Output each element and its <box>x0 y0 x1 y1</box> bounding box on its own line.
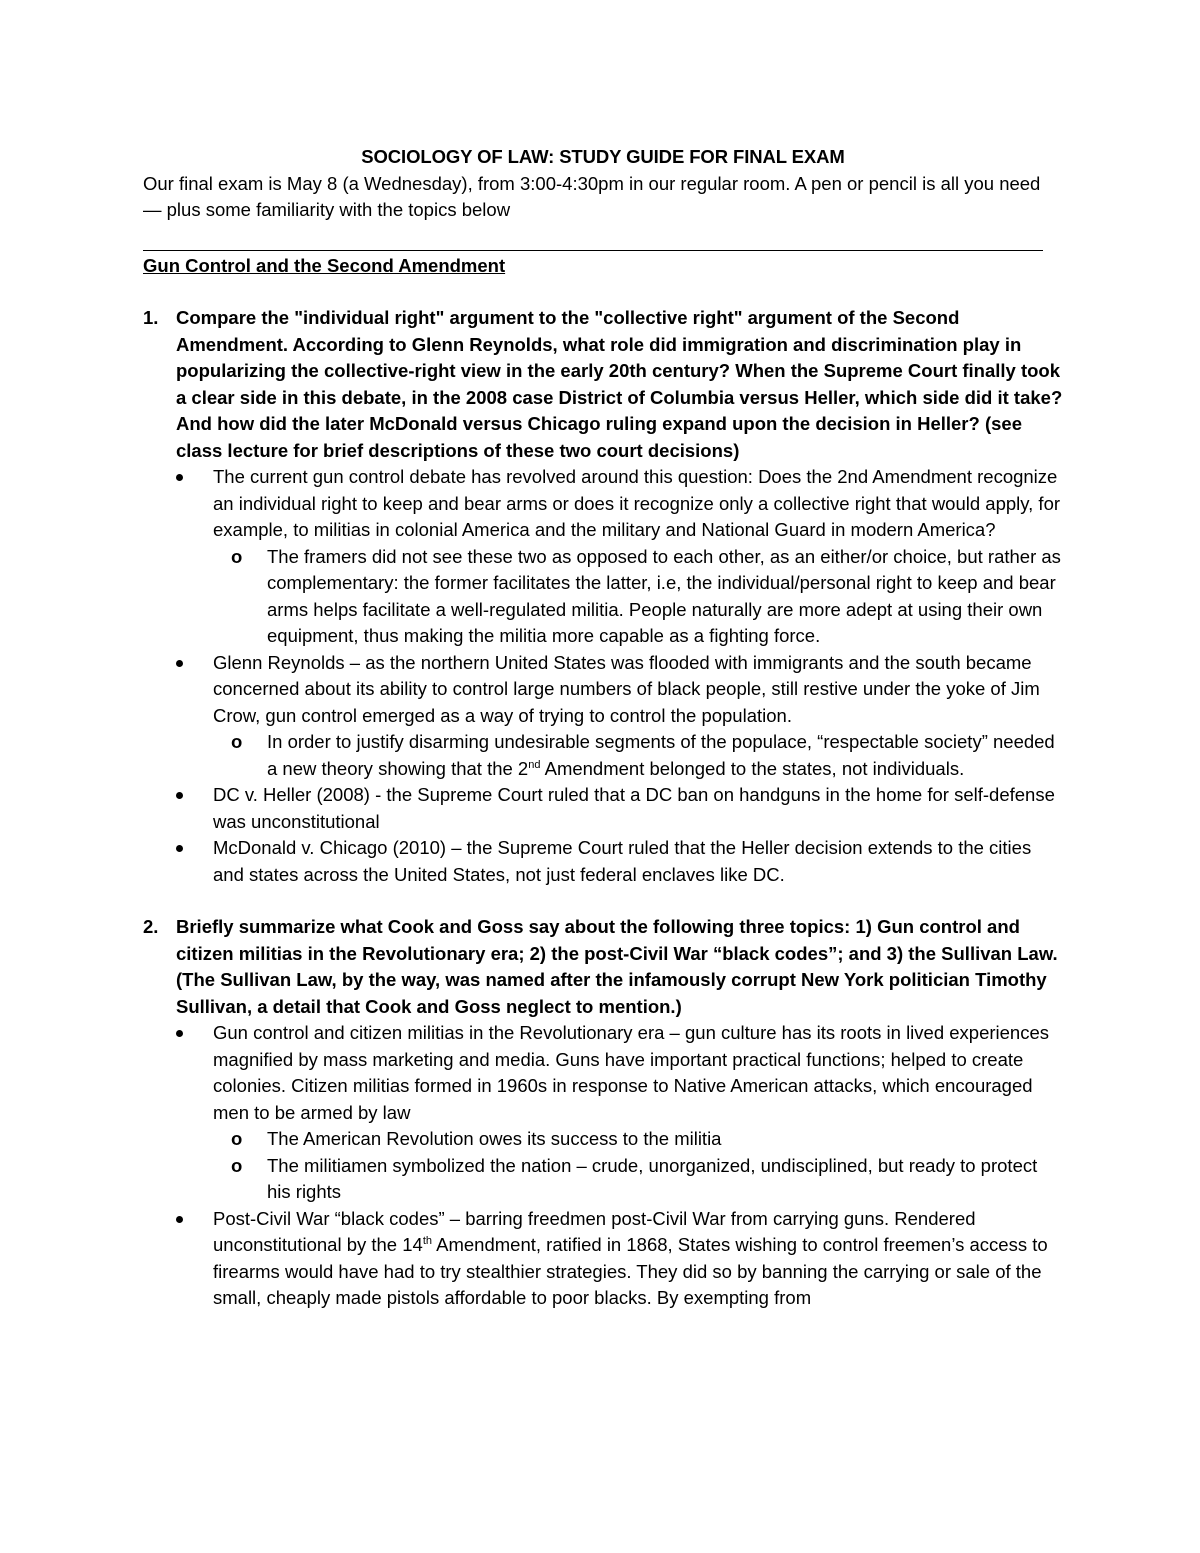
section-heading: Gun Control and the Second Amendment <box>143 254 506 276</box>
sub-bullet-text <box>267 731 1055 779</box>
list-item <box>143 782 1063 835</box>
superscript: th <box>422 1234 433 1247</box>
sub-list-item <box>213 1126 1063 1153</box>
bullet-icon <box>176 660 183 667</box>
sub-bullet-text: The militiamen symbolized the nation – crude, unorganized, undisciplined, but ready to protect his rights <box>267 1154 1038 1202</box>
list-item <box>143 464 1063 650</box>
question-1 <box>143 305 1063 464</box>
sub-list <box>213 729 1063 782</box>
sub-list <box>213 1126 1063 1206</box>
bullet-text: Gun control and citizen militias in the Revolutionary era – gun culture has its roots in lived experiences magnified by mass marketing and media. Guns have important practical functions; helped to create colonies. Citizen militias formed in 1960s in response to Native American attacks, which encouraged men to be armed by law <box>213 1022 1050 1123</box>
sub-bullet-icon: o <box>231 731 243 752</box>
sub-bullet-icon: o <box>231 1128 243 1149</box>
sub-list <box>213 544 1063 650</box>
sub-bullet-text-part: Amendment belonged to the states, not individuals. <box>540 757 965 779</box>
question-2 <box>143 914 1063 1020</box>
horizontal-rule <box>143 250 1043 251</box>
question-1-answers <box>143 464 1063 888</box>
bullet-text-part: Post-Civil War “black codes” – barring freedmen post-Civil War from carrying guns. Rendered unconstitutional by the 14 <box>213 1207 976 1255</box>
list-item <box>143 835 1063 888</box>
sub-list-item <box>213 729 1063 782</box>
question-text: Briefly summarize what Cook and Goss say about the following three topics: 1) Gun control and citizen militias in the Revolutionary era; 2) the post-Civil War “black codes”; and 3) the Sullivan Law. (The Sullivan Law, by the way, was named after the infamously corrupt New York politician Timothy Sullivan, a detail that Cook and Goss neglect to mention.) <box>176 916 1058 1017</box>
bullet-text: The current gun control debate has revolved around this question: Does the 2nd Amendment recognize an individual right to keep and bear arms or does it recognize only a collective right that would apply, for example, to militias in colonial America and the military and National Guard in modern America? <box>213 466 1061 540</box>
list-item <box>143 1020 1063 1206</box>
bullet-icon <box>176 1216 183 1223</box>
document-title: SOCIOLOGY OF LAW: STUDY GUIDE FOR FINAL EXAM <box>361 146 845 167</box>
sub-list-item <box>213 544 1063 650</box>
sub-bullet-text-part: In order to justify disarming undesirable segments of the populace, “respectable society” needed a new theory showing that the 2 <box>267 731 1055 779</box>
bullet-icon <box>176 474 183 481</box>
bullet-icon <box>176 792 183 799</box>
question-number: 2. <box>143 916 159 937</box>
sub-list-item <box>213 1153 1063 1206</box>
intro-paragraph: Our final exam is May 8 (a Wednesday), from 3:00-4:30pm in our regular room. A pen or pencil is all you need — plus some familiarity with the topics below <box>143 172 1041 220</box>
superscript: nd <box>528 758 541 771</box>
sub-bullet-icon: o <box>231 545 243 567</box>
sub-bullet-text: The framers did not see these two as opposed to each other, as an either/or choice, but rather as complementary: the former facilitates the latter, i.e, the individual/personal right to keep and bear arms helps facilitate a well-regulated militia. People naturally are more adept at using their own equipment, thus making the militia more capable as a fighting force. <box>267 545 1061 646</box>
bullet-text <box>213 1208 1048 1309</box>
sub-bullet-text: The American Revolution owes its success to the militia <box>267 1128 722 1149</box>
bullet-text: DC v. Heller (2008) - the Supreme Court ruled that a DC ban on handguns in the home for self-defense was unconstitutional <box>213 784 1055 832</box>
document-page <box>143 144 1063 1312</box>
bullet-text: McDonald v. Chicago (2010) – the Supreme Court ruled that the Heller decision extends to the cities and states across the United States, not just federal enclaves like DC. <box>213 837 1032 885</box>
bullet-icon <box>176 1030 183 1037</box>
question-number: 1. <box>143 307 159 328</box>
bullet-text: Glenn Reynolds – as the northern United States was flooded with immigrants and the south became concerned about its ability to control large numbers of black people, still restive under the yoke of Jim Crow, gun control emerged as a way of trying to control the population. <box>213 651 1040 726</box>
sub-bullet-icon: o <box>231 1154 243 1176</box>
list-item <box>143 650 1063 783</box>
list-item <box>143 1206 1063 1312</box>
bullet-text-part: Amendment, ratified in 1868, States wishing to control freemen’s access to firearms would have had to try stealthier strategies. They did so by banning the carrying or sale of the small, cheaply made pistols affordable to poor blacks. By exempting from <box>213 1234 1048 1308</box>
question-text: Compare the "individual right" argument to the "collective right" argument of the Second Amendment. According to Glenn Reynolds, what role did immigration and discrimination play in popularizing the collective-right view in the early 20th century? When the Supreme Court finally took a clear side in this debate, in the 2008 case District of Columbia versus Heller, which side did it take? And how did the later McDonald versus Chicago ruling expand upon the decision in Heller? (see class lecture for brief descriptions of these two court decisions) <box>176 307 1063 461</box>
bullet-icon <box>176 845 183 852</box>
question-2-answers <box>143 1020 1063 1312</box>
